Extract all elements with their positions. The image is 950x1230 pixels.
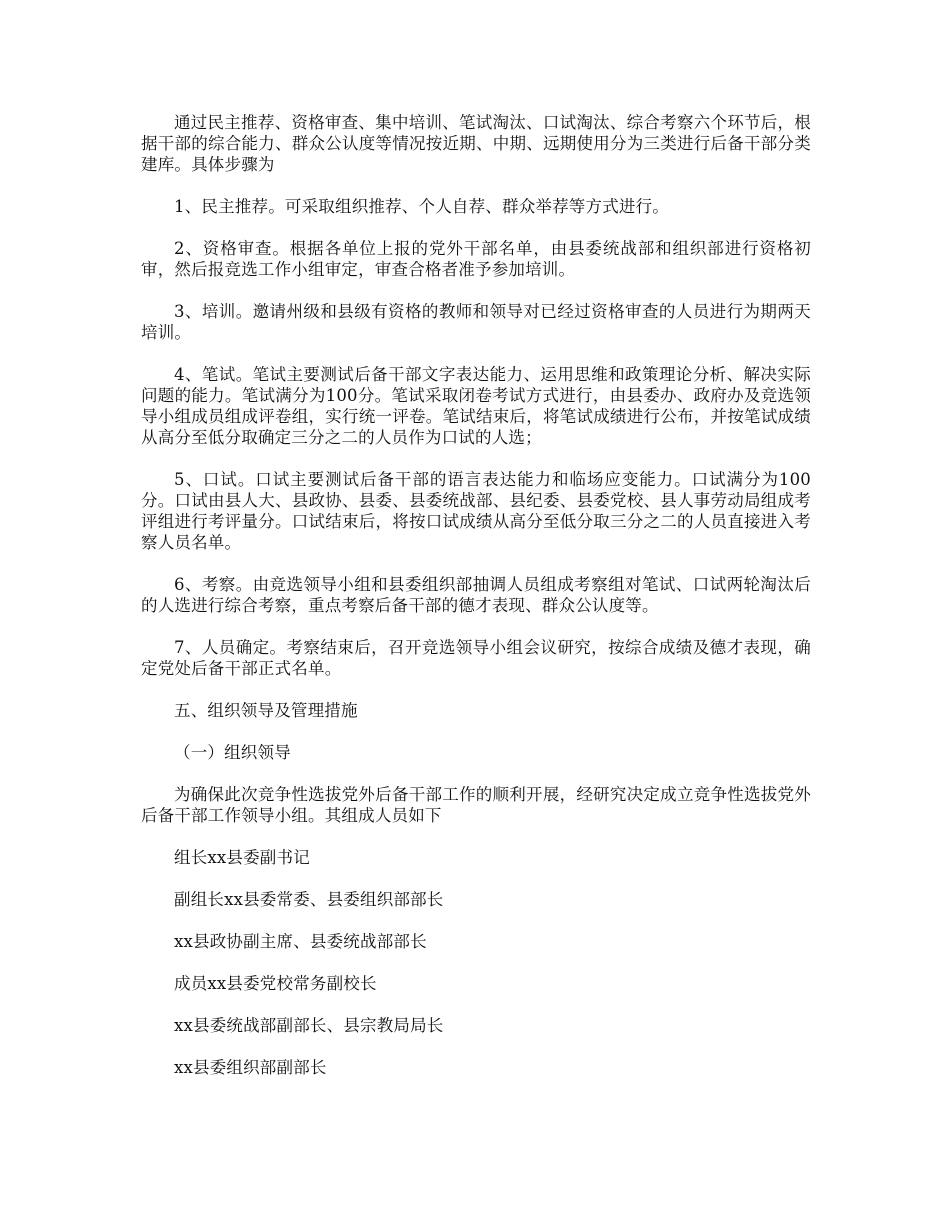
paragraph-intro: 通过民主推荐、资格审查、集中培训、笔试淘汰、口试淘汰、综合考察六个环节后，根据干部的综合能力、群众公认度等情况按近期、中期、远期使用分为三类进行后备干部分类建库。具体步骤为: [141, 113, 811, 174]
member-line: xx县委组织部副部长: [174, 1058, 327, 1077]
paragraph-step-1: 1、民主推荐。可采取组织推荐、个人自荐、群众举荐等方式进行。: [174, 197, 669, 216]
section-heading: 五、组织领导及管理措施: [174, 701, 358, 720]
paragraph-group-intro: 为确保此次竞争性选拔党外后备干部工作的顺利开展，经研究决定成立竞争性选拔党外后备干部工作领导小组。其组成人员如下: [141, 785, 811, 825]
member-line: 组长xx县委副书记: [174, 848, 310, 867]
paragraph-step-3: 3、培训。邀请州级和县级有资格的教师和领导对已经过资格审查的人员进行为期两天培训。: [141, 302, 811, 342]
paragraph-step-6: 6、考察。由竞选领导小组和县委组织部抽调人员组成考察组对笔试、口试两轮淘汰后的人选进行综合考察，重点考察后备干部的德才表现、群众公认度等。: [141, 575, 811, 615]
member-line: 副组长xx县委常委、县委组织部部长: [174, 890, 444, 909]
document-body: [141, 112, 811, 1099]
subsection-heading: （一）组织领导: [174, 743, 291, 762]
paragraph-step-7: 7、人员确定。考察结束后，召开竞选领导小组会议研究，按综合成绩及德才表现，确定党处后备干部正式名单。: [141, 638, 811, 678]
paragraph-step-4: 4、笔试。笔试主要测试后备干部文字表达能力、运用思维和政策理论分析、解决实际问题的能力。笔试满分为100分。笔试采取闭卷考试方式进行，由县委办、政府办及竞选领导小组成员组成评卷组，实行统一评卷。笔试结束后，将笔试成绩进行公布，并按笔试成绩从高分至低分取确定三分之二的人员作为口试的人选；: [141, 365, 811, 447]
paragraph-step-5: 5、口试。口试主要测试后备干部的语言表达能力和临场应变能力。口试满分为100分。口试由县人大、县政协、县委、县委统战部、县纪委、县委党校、县人事劳动局组成考评组进行考评量分。口试结束后，将按口试成绩从高分至低分取三分之二的人员直接进入考察人员名单。: [141, 470, 811, 552]
member-line: 成员xx县委党校常务副校长: [174, 974, 377, 993]
member-line: xx县政协副主席、县委统战部部长: [174, 932, 427, 951]
paragraph-step-2: 2、资格审查。根据各单位上报的党外干部名单，由县委统战部和组织部进行资格初审，然后报竞选工作小组审定，审查合格者准予参加培训。: [141, 239, 811, 279]
member-line: xx县委统战部副部长、县宗教局局长: [174, 1016, 444, 1035]
